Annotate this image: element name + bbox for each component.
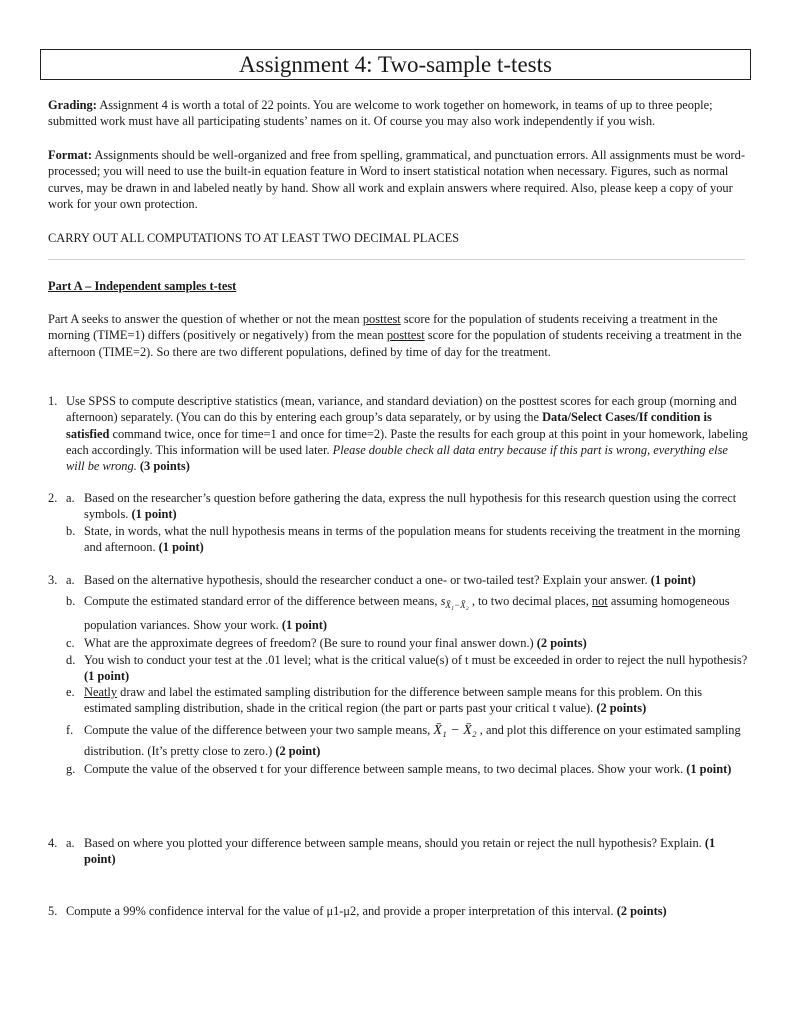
question-3c: c. What are the approximate degrees of freedom? (Be sure to round your final answer down.) (2 points): [66, 636, 587, 651]
mu-difference-symbol: μ1-μ2: [326, 904, 357, 918]
section-divider: [48, 259, 745, 260]
page-title: Assignment 4: Two-sample t-tests: [40, 49, 751, 80]
question-2: 2. a. Based on the researcher’s question before gathering the data, express the null hypothesis for this research question using the correct symbols. (1 point) b. State, in words, what the null hypothesis means in terms of the population means for students receiving the treatment in the morning and afternoon. (1 point): [48, 490, 748, 555]
warning-note: Please double check all data entry because if this part is wrong, everything else will be wrong.: [66, 442, 728, 474]
question-3g: g. Compute the value of the observed t for your difference between sample means, to two decimal places. Show your work. (1 point): [66, 761, 732, 776]
format-paragraph: [48, 147, 748, 212]
mean-difference-symbol: X̄₁ − X̄₂: [433, 722, 477, 738]
question-3d: d. You wish to conduct your test at the .01 level; what is the critical value(s) of t must be exceeded in order to reject the null hypothesis? (1 point): [66, 652, 748, 683]
spss-command: Data/Select Cases/If condition is satisfied: [66, 410, 712, 441]
grading-text: Assignment 4 is worth a total of 22 points. You are welcome to work together on homework, in teams of up to three people; submitted work must have all participating students’ names on it. Of course you may also work independently if you wish.: [48, 98, 713, 129]
standard-error-symbol: $s_{X̄_1-X̄_2}$: [440, 594, 469, 611]
question-1: 1. Use SPSS to compute descriptive statistics (mean, variance, and standard deviation) on the posttest scores for each group (morning and afternoon) separately. (You can do this by entering each group’s data separately, or by using the Data/Select Cases/If condition is satisfied command twice, once for time=1 and once for time=2). Paste the results for each group at this point in your homework, labeling each accordingly. This information will be used later. Please double check all data entry because if this part is wrong, everything else will be wrong. (3 points): [48, 394, 748, 474]
question-3b: b. Compute the estimated standard error of the difference between means, $s_{X̄_1-X̄_2}$ , to two decimal places, not assuming homogeneous population variances. Show your work. (1 point): [66, 594, 730, 633]
format-label: Format:: [48, 148, 93, 162]
part-a-heading: Part A – Independent samples t-test: [48, 279, 237, 293]
question-3: 3. a. Based on the alternative hypothesis, should the researcher conduct a one- or two-tailed test? Explain your answer. (1 point) b. Compute the estimated standard error of the difference between means, $s_{X̄_1-X̄_2}$ , to two decimal places, not assuming homogeneous population variances. Show your work. (1 point) c. What are the approximate degrees of freedom? (Be sure to round your final answer down.) (2 points) d. You wish to conduct your test at the .01 level; what is the critical value(s) of t must be exceeded in order to reject the null hypothesis? (1 point) e. Neatly draw and label the estimated sampling distribution for the difference between sample means for this problem. On this estimated sampling distribution, shade in the critical region (the part or parts past your critical t value). (2 points) f. Compute the value of the difference between your two sample means, X̄₁ − X̄₂ , and plot this difference on your estimated sampling distribution. (It’s pretty close to zero.) (2 point) g. Compute the value of the observed t for your difference between sample means, to two decimal places. Show your work. (1 point): [48, 573, 748, 776]
part-a-intro: Part A seeks to answer the question of whether or not the mean posttest score for the population of students receiving a treatment in the morning (TIME=1) differs (positively or negatively) from the mean posttest score for the population of students receiving a treatment in the afternoon (TIME=2). So there are two different populations, defined by time of day for the treatment.: [48, 312, 742, 359]
carry-out-note: CARRY OUT ALL COMPUTATIONS TO AT LEAST TWO DECIMAL PLACES: [48, 231, 460, 245]
points: (3 points): [139, 459, 190, 474]
question-2b: b. State, in words, what the null hypothesis means in terms of the population means for students receiving the treatment in the morning and afternoon. (1 point): [66, 523, 741, 554]
question-2a: a. Based on the researcher’s question before gathering the data, express the null hypothesis for this research question using the correct symbols. (1 point): [66, 491, 737, 522]
question-4: 4. a. Based on where you plotted your difference between sample means, should you retain or reject the null hypothesis? Explain. (1 point): [48, 835, 748, 868]
question-3f: f. Compute the value of the difference between your two sample means, X̄₁ − X̄₂ , and plot this difference on your estimated sampling distribution. (It’s pretty close to zero.) (2 point): [66, 722, 741, 758]
grading-label: Grading:: [48, 98, 97, 112]
question-3a: a. Based on the alternative hypothesis, should the researcher conduct a one- or two-tailed test? Explain your answer. (1 point): [66, 573, 696, 587]
question-4a: a. Based on where you plotted your difference between sample means, should you retain or reject the null hypothesis? Explain. (1 point): [66, 836, 716, 867]
grading-paragraph: [48, 97, 748, 130]
question-number: 1.: [48, 394, 58, 408]
format-text: Assignments should be well-organized and free from spelling, grammatical, and punctuation errors. All assignments must be word-processed; you will need to use the built-in equation feature in Word to insert statistical notation when necessary. Figures, such as normal curves, may be drawn in and labeled neatly by hand. Show all work and explain answers where required. Also, please keep a copy of your work for your own protection.: [48, 148, 745, 211]
question-3e: e. Neatly draw and label the estimated sampling distribution for the difference between sample means for this problem. On this estimated sampling distribution, shade in the critical region (the part or parts past your critical t value). (2 points): [66, 685, 703, 716]
question-5: 5. Compute a 99% confidence interval for the value of μ1-μ2, and provide a proper interpretation of this interval. (2 points): [48, 904, 667, 918]
